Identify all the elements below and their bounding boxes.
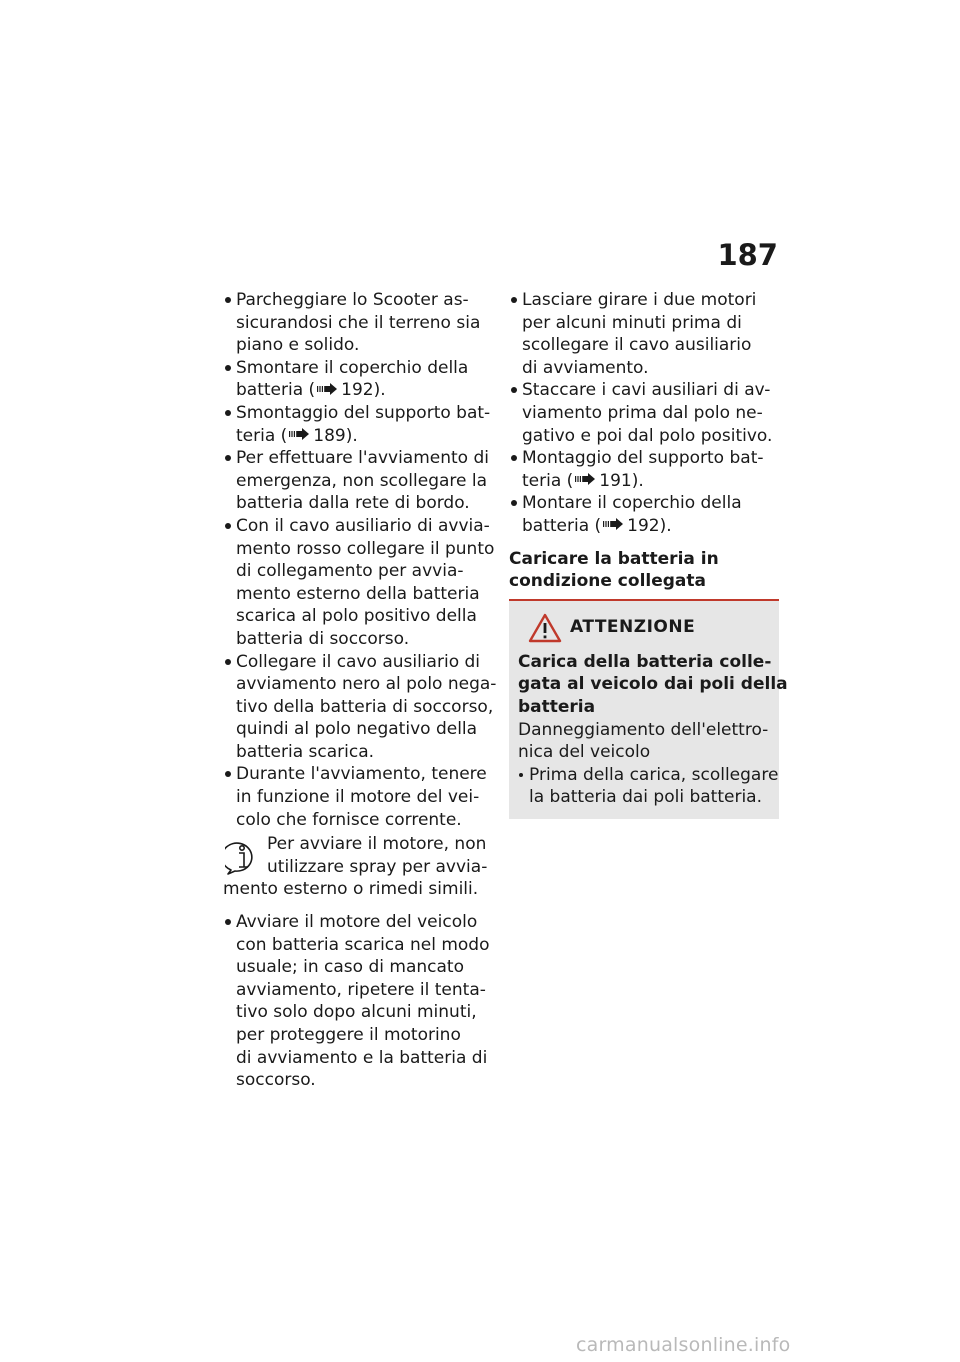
warning-subtitle-line: batteria bbox=[518, 696, 596, 717]
instruction-line: Collegare il cavo ausiliario di bbox=[236, 651, 481, 672]
page-reference-arrow-icon bbox=[317, 383, 339, 395]
left-column bbox=[223, 289, 495, 1092]
instruction-line: avviamento nero al polo nega- bbox=[236, 674, 497, 695]
instruction-line bbox=[522, 470, 779, 493]
right-column bbox=[509, 289, 788, 819]
instruction-line bbox=[236, 425, 495, 448]
instruction-line: di collegamento per avvia- bbox=[236, 561, 464, 582]
instruction-line: scollegare il cavo ausiliario bbox=[522, 335, 752, 356]
instruction-line: emergenza, non scollegare la bbox=[236, 470, 488, 491]
instruction-item bbox=[223, 651, 495, 764]
instruction-line: per alcuni minuti prima di bbox=[522, 312, 742, 333]
page-reference[interactable]: 192 bbox=[627, 515, 660, 536]
instruction-item bbox=[509, 379, 779, 447]
instruction-line: Lasciare girare i due motori bbox=[522, 290, 757, 310]
warning-subtitle bbox=[518, 651, 788, 719]
instruction-line: avviamento, ripetere il tenta- bbox=[236, 979, 486, 1000]
instruction-line: Con il cavo ausiliario di avvia- bbox=[236, 515, 490, 536]
section-heading-line: condizione collegata bbox=[509, 571, 706, 592]
instruction-line: batteria scarica. bbox=[236, 741, 375, 762]
section-heading-line: Caricare la batteria in bbox=[509, 548, 719, 569]
instruction-line: tivo della batteria di soccorso, bbox=[236, 696, 494, 717]
instruction-line: Avviare il motore del veicolo bbox=[236, 912, 478, 933]
instruction-line: Smontare il coperchio della bbox=[236, 357, 469, 378]
instruction-text: teria ( bbox=[522, 470, 574, 491]
warning-bullet-line: Prima della carica, scollegare bbox=[529, 764, 779, 785]
instruction-item bbox=[223, 357, 495, 402]
warning-subtitle-line: gata al veicolo dai poli della bbox=[518, 674, 788, 695]
warning-triangle-icon bbox=[528, 613, 562, 643]
instruction-line: soccorso. bbox=[236, 1070, 316, 1091]
warning-box bbox=[509, 599, 788, 819]
page-reference[interactable]: 191 bbox=[599, 470, 632, 491]
instruction-line: usuale; in caso di mancato bbox=[236, 957, 464, 978]
section-heading bbox=[509, 548, 779, 593]
instruction-item bbox=[223, 515, 495, 651]
warning-title: ATTENZIONE bbox=[570, 617, 696, 638]
instruction-line: di avviamento. bbox=[522, 357, 649, 378]
instruction-line bbox=[236, 379, 495, 402]
warning-body-line: nica del veicolo bbox=[518, 742, 651, 763]
instruction-list bbox=[223, 911, 495, 1092]
instruction-line bbox=[522, 515, 779, 538]
instruction-line: sicurandosi che il terreno sia bbox=[236, 312, 481, 333]
instruction-item bbox=[223, 763, 495, 831]
instruction-text-tail: ). bbox=[373, 380, 386, 401]
instruction-line: con batteria scarica nel modo bbox=[236, 934, 490, 955]
page-reference-arrow-icon bbox=[289, 428, 311, 440]
instruction-line: gativo e poi dal polo positivo. bbox=[522, 425, 773, 446]
instruction-line: in funzione il motore del vei- bbox=[236, 787, 480, 808]
instruction-text: batteria ( bbox=[522, 515, 602, 536]
instruction-line: piano e solido. bbox=[236, 335, 360, 356]
instruction-line: di avviamento e la batteria di bbox=[236, 1047, 488, 1068]
instruction-line: mento rosso collegare il punto bbox=[236, 538, 495, 559]
info-note-line: mento esterno o rimedi simili. bbox=[223, 879, 479, 900]
instruction-item bbox=[223, 289, 495, 357]
instruction-line: Staccare i cavi ausiliari di av- bbox=[522, 380, 771, 401]
page-reference-arrow-icon bbox=[603, 518, 625, 530]
instruction-line: tivo solo dopo alcuni minuti, bbox=[236, 1002, 477, 1023]
instruction-line: colo che fornisce corrente. bbox=[236, 809, 462, 830]
instruction-line: Montaggio del supporto bat- bbox=[522, 448, 764, 469]
instruction-line: per proteggere il motorino bbox=[236, 1025, 461, 1045]
instruction-text-tail: ). bbox=[345, 425, 358, 446]
watermark: carmanualsonline.info bbox=[576, 1334, 791, 1356]
instruction-text: teria ( bbox=[236, 425, 288, 446]
page-reference-arrow-icon bbox=[575, 473, 597, 485]
instruction-line: Smontaggio del supporto bat- bbox=[236, 402, 491, 423]
instruction-item bbox=[509, 492, 779, 537]
instruction-list bbox=[509, 289, 779, 538]
warning-bullet bbox=[518, 764, 779, 809]
warning-body-line: Danneggiamento dell'elettro- bbox=[518, 719, 769, 740]
page-reference[interactable]: 192 bbox=[341, 380, 374, 401]
info-icon bbox=[225, 839, 259, 875]
info-note-line: Per avviare il motore, non bbox=[267, 834, 487, 855]
warning-subtitle-line: Carica della batteria colle- bbox=[518, 651, 772, 672]
instruction-line: viamento prima dal polo ne- bbox=[522, 402, 763, 423]
page-number: 187 bbox=[717, 238, 778, 272]
instruction-line: Per effettuare l'avviamento di bbox=[236, 448, 489, 469]
info-note bbox=[223, 833, 495, 901]
instruction-line: mento esterno della batteria bbox=[236, 583, 480, 604]
instruction-list bbox=[223, 289, 495, 831]
instruction-line: Durante l'avviamento, tenere bbox=[236, 764, 487, 785]
instruction-text-tail: ). bbox=[659, 515, 672, 536]
instruction-item bbox=[223, 447, 495, 515]
page-reference[interactable]: 189 bbox=[313, 425, 346, 446]
info-note-line: utilizzare spray per avvia- bbox=[267, 856, 488, 877]
warning-bullet-line: la batteria dai poli batteria. bbox=[529, 787, 762, 808]
instruction-item bbox=[509, 447, 779, 492]
instruction-line: batteria di soccorso. bbox=[236, 628, 410, 649]
warning-header bbox=[518, 613, 771, 643]
instruction-line: Parcheggiare lo Scooter as- bbox=[236, 290, 469, 310]
instruction-line: quindi al polo negativo della bbox=[236, 719, 478, 740]
instruction-line: batteria dalla rete di bordo. bbox=[236, 493, 470, 514]
instruction-item bbox=[509, 289, 779, 379]
warning-body bbox=[518, 719, 771, 764]
instruction-text-tail: ). bbox=[631, 470, 644, 491]
instruction-item bbox=[223, 911, 495, 1092]
instruction-text: batteria ( bbox=[236, 380, 316, 401]
instruction-item bbox=[223, 402, 495, 447]
instruction-line: Montare il coperchio della bbox=[522, 493, 742, 514]
instruction-line: scarica al polo positivo della bbox=[236, 606, 477, 627]
